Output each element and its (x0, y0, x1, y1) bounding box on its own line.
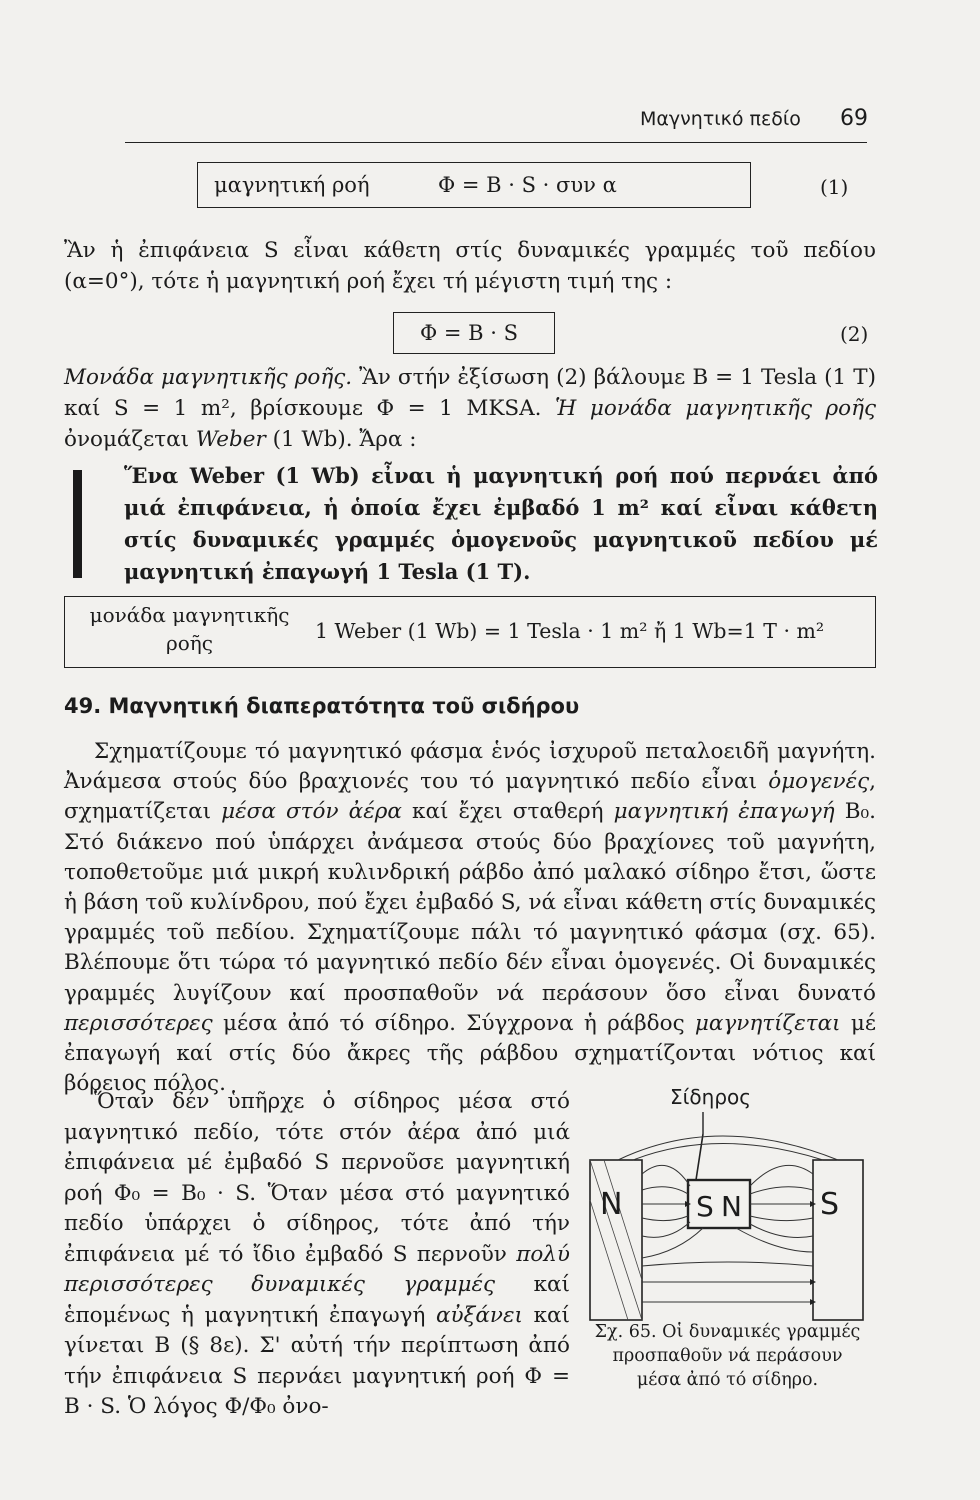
field-line (750, 1216, 813, 1221)
field-line (642, 1187, 688, 1194)
formula-box-2 (393, 312, 555, 354)
text-span: (1 Wb). Ἄρα : (265, 427, 417, 452)
text-span: Ὅταν δέν ὑπῆρχε ὁ σίδηρος μέσα στό μαγνητικό πεδίο, τότε στόν ἀέρα ἀπό μιά ἐπιφάνεια μέ ἐμβαδό S περνοῦσε μαγνητική ροή Φ₀ = B₀ · S. Ὅταν μέσα στό μαγνητικό πεδίο ὑπάρχει ὁ σίδηρος, τότε ἀπό τήν ἐπιφάνεια μέ τό ἴδιο ἐμβαδό S περνοῦν (64, 1089, 570, 1267)
italic-span: Weber (195, 427, 266, 452)
page-number: 69 (840, 106, 868, 131)
unit-expression: 1 Weber (1 Wb) = 1 Tesla · 1 m² ἤ 1 Wb=1 T · m² (315, 619, 825, 643)
north-pole-label: N (600, 1187, 623, 1222)
unit-box (64, 596, 876, 668)
rod-south-label: S (696, 1190, 714, 1223)
field-line (642, 1228, 703, 1258)
running-title: Μαγνητικό πεδίο (640, 108, 801, 130)
field-line (642, 1222, 690, 1237)
figure-65 (578, 1082, 878, 1332)
formula-1-expression: Φ = B · S · συν α (438, 173, 617, 197)
text-span: Σχηματίζουμε τό μαγνητικό φάσμα ἑνός ἰσχυροῦ πεταλοειδῆ μαγνήτη. Ἀνάμεσα στούς δύο βραχιονές του τό μαγνητικό πεδίο εἶναι (64, 739, 876, 795)
text-span: μέ ἐπαγωγή καί στίς δύο ἄκρες τῆς ράβδου σχηματίζονται νότιος καί βόρειος πόλος. (64, 1010, 876, 1097)
italic-span: μαγνητική ἐπαγωγή (613, 799, 835, 825)
section-heading: 49. Μαγνητική διαπερατότητα τοῦ σιδήρου (64, 694, 580, 718)
south-pole-label: S (820, 1187, 840, 1222)
italic-span: μέσα στόν ἀέρα (221, 799, 402, 825)
subsection-title: Μονάδα μαγνητικῆς ροῆς. (64, 365, 353, 390)
header-rule (125, 142, 867, 143)
italic-span: ὁμογενές (768, 769, 870, 795)
equation-number-2: (2) (840, 322, 869, 346)
text-span: καί ἔχει σταθερή (401, 799, 614, 825)
field-line (750, 1165, 813, 1186)
text-span: ὀνομάζεται (64, 427, 196, 452)
figure-caption: Σχ. 65. Οἱ δυναμικές γραμμές προσπαθοῦν νά περάσουν μέσα ἀπό τό σίδηρο. (594, 1322, 861, 1390)
field-line (642, 1165, 690, 1186)
pointer-line (696, 1134, 703, 1180)
rod-north-label: N (721, 1190, 742, 1223)
italic-span: μαγνητίζεται (694, 1010, 841, 1036)
formula-2-expression: Φ = B · S (420, 321, 519, 345)
equation-number-1: (1) (820, 175, 849, 199)
paragraph-flux-unit (64, 362, 876, 455)
text-span: καί γίνεται B (§ 8ε). Σ' αὐτή τήν περίπτωση ἀπό τήν ἐπιφάνεια S περνάει μαγνητική ροή Φ = B · S. Ὁ λόγος Φ/Φ₀ ὀνο- (64, 1302, 570, 1419)
south-pole-block (813, 1160, 863, 1320)
formula-box-1 (197, 162, 751, 208)
text-span: , σχηματίζεται (64, 769, 876, 825)
unit-label-line-2: ροῆς (166, 631, 213, 655)
italic-span: αὐξάνει (435, 1302, 523, 1328)
paragraph-maximum-flux: Ἂν ἡ ἐπιφάνεια S εἶναι κάθετη στίς δυναμικές γραμμές τοῦ πεδίου (α=0°), τότε ἡ μαγνητική ροή ἔχει τή μέγιστη τιμή της : (64, 238, 876, 294)
magnetic-field-diagram (578, 1082, 878, 1322)
text-span: Ἂν στήν ἐξίσωση (2) βάλουμε B = 1 Tesla (1 T) καί S = 1 m², βρίσκουμε Φ = 1 MKSA. (64, 365, 876, 421)
italic-span: πολύ περισσότερες δυναμικές γραμμές (64, 1241, 570, 1297)
field-line (642, 1262, 813, 1266)
text-span: μέσα ἀπό τό σίδηρο. Σύγχρονα ἡ ράβδος (212, 1010, 695, 1036)
italic-span: περισσότερες (64, 1010, 213, 1036)
definition-marker-bar (73, 470, 82, 578)
formula-1-label: μαγνητική ροή (214, 173, 370, 197)
field-line (750, 1224, 813, 1238)
unit-label (87, 601, 292, 657)
hatch-line (590, 1160, 642, 1320)
field-line (750, 1187, 813, 1194)
body-paragraph-1 (64, 737, 876, 1099)
unit-label-line-1: μονάδα μαγνητικῆς (89, 603, 290, 627)
field-line (642, 1216, 688, 1221)
iron-label: Σίδηρος (670, 1085, 751, 1109)
italic-span: Ἡ μονάδα μαγνητικῆς ροῆς (555, 396, 877, 421)
text-span: καί ἑπομένως ἡ μαγνητική ἐπαγωγή (64, 1272, 570, 1328)
weber-definition: Ἕνα Weber (1 Wb) εἶναι ἡ μαγνητική ροή πού περνάει ἀπό μιά ἐπιφάνεια, ἡ ὁποία ἔχει ἐμβαδό 1 m² καί εἶναι κάθετη στίς δυναμικές γραμμές ὁμογενοῦς μαγνητικοῦ πεδίου μέ μαγνητική ἐπαγωγή 1 Tesla (1 T). (124, 463, 878, 584)
field-line (736, 1228, 813, 1252)
field-line (618, 1136, 838, 1160)
body-paragraph-2 (64, 1087, 570, 1423)
text-span: B₀. Στό διάκενο πού ὑπάρχει ἀνάμεσα στούς δύο βραχίονες τοῦ μαγνήτη, τοποθετοῦμε μιά μικρή κυλινδρική ράβδο ἀπό μαλακό σίδηρο ἔτσι, ὥστε ἡ βάση τοῦ κυλίνδρου, πού ἔχει ἐμβαδό S, νά εἶναι κάθετη στίς δυναμικές γραμμές τοῦ πεδίου. Σχηματίζουμε πάλι τό μαγνητικό φάσμα (σχ. 65). Βλέπουμε ὅτι τώρα τό μαγνητικό πεδίο δέν εἶναι ὁμογενές. Οἱ δυναμικές γραμμές λυγίζουν καί προσπαθοῦν νά περάσουν ὅσο εἶναι δυνατό (64, 799, 876, 1006)
